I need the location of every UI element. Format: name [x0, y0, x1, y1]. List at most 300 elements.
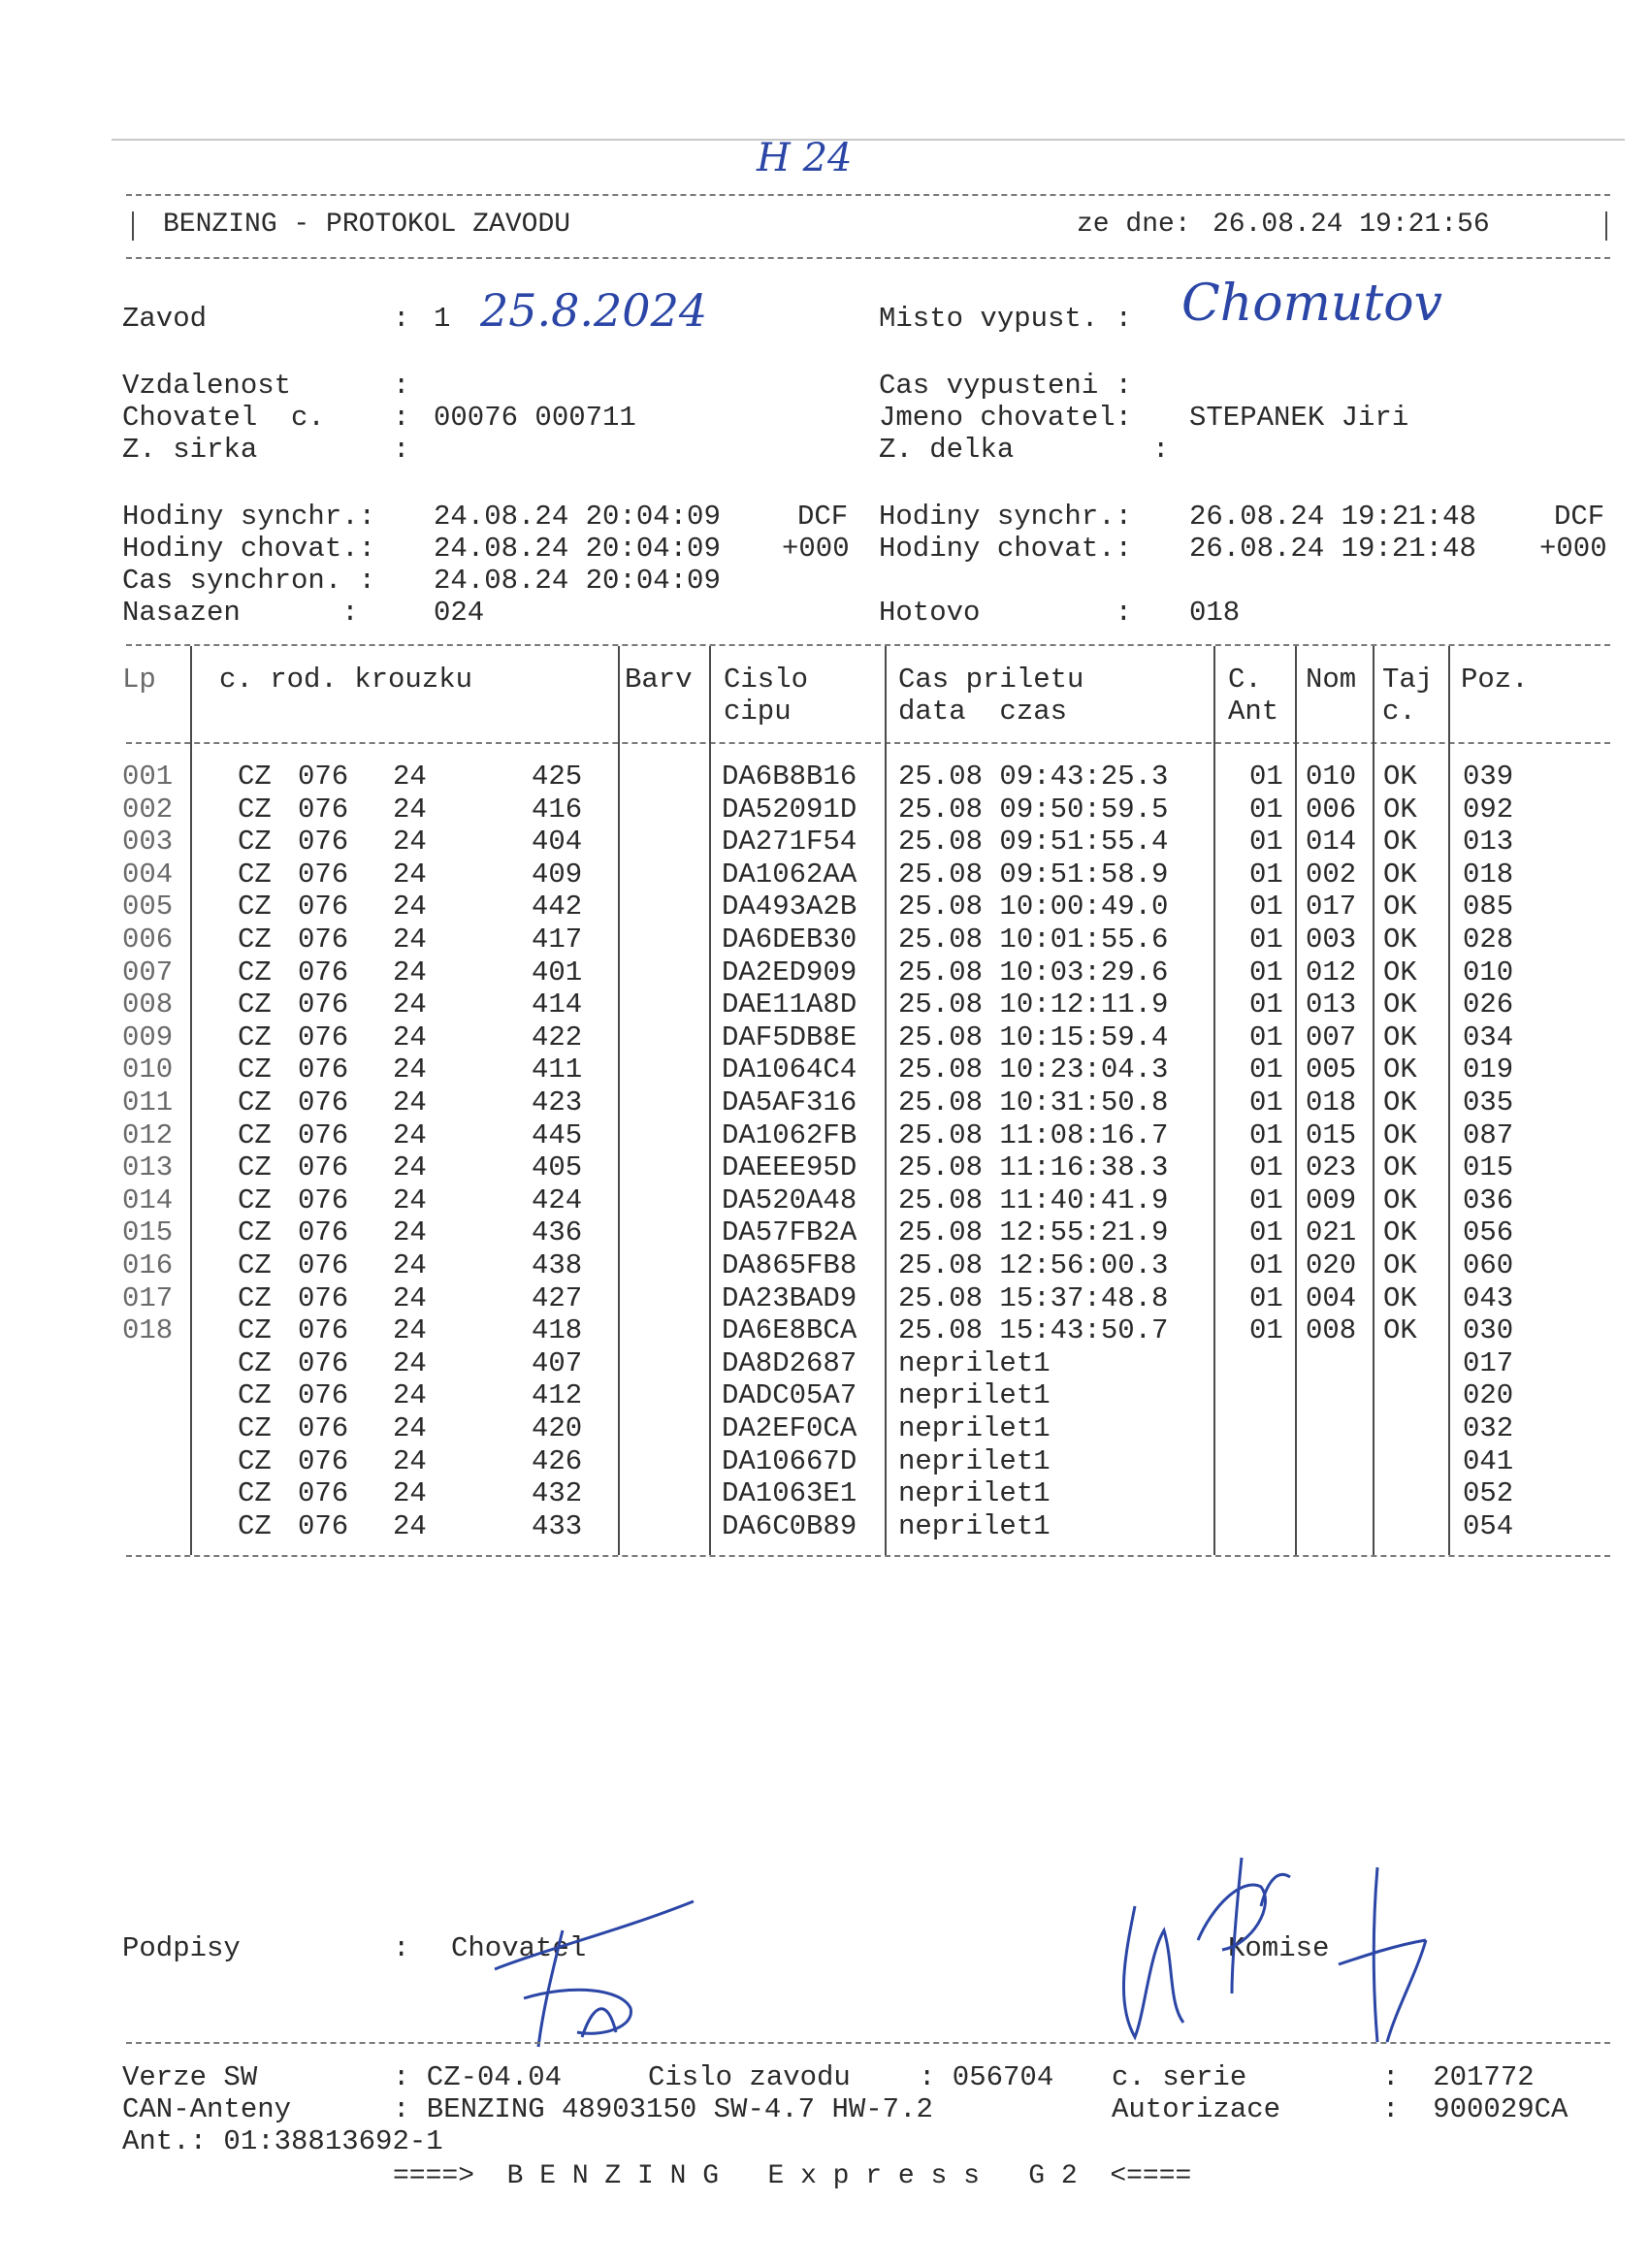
row-country: CZ [238, 761, 272, 793]
row-ring: 409 [532, 858, 583, 891]
row-org: 076 [298, 826, 349, 859]
row-arrival-time: neprilet1 [898, 1444, 1051, 1477]
row-chip: DA865FB8 [722, 1249, 857, 1281]
row-position: 026 [1463, 988, 1514, 1021]
row-year: 24 [393, 1477, 427, 1510]
row-position: 085 [1463, 891, 1514, 923]
row-chip: DA6DEB30 [722, 923, 857, 956]
row-nom: 002 [1306, 858, 1357, 891]
row-ring: 432 [532, 1477, 583, 1510]
row-position: 039 [1463, 761, 1514, 793]
row-position: 017 [1463, 1346, 1514, 1379]
sw-version-value: : CZ-04.04 [393, 2061, 563, 2093]
row-nom: 004 [1306, 1281, 1357, 1314]
zavod-colon: : [393, 303, 410, 335]
row-lp: 001 [122, 761, 174, 793]
signature-commission-label: Komise [1228, 1932, 1330, 1964]
row-org: 076 [298, 1477, 349, 1510]
row-nom: 020 [1306, 1249, 1357, 1281]
row-country: CZ [238, 1444, 272, 1477]
row-antenna: 01 [1249, 1021, 1283, 1053]
header-box-left [132, 211, 134, 241]
row-country: CZ [238, 1379, 272, 1412]
sync-left-label: Hodiny chovat.: [122, 533, 376, 565]
row-ring: 404 [532, 826, 583, 859]
table-row [0, 1021, 1649, 1053]
row-antenna: 01 [1249, 858, 1283, 891]
header-taj-1: Taj [1382, 664, 1434, 696]
row-ring: 411 [532, 1053, 583, 1086]
row-nom: 007 [1306, 1021, 1357, 1053]
row-lp: 011 [122, 1086, 174, 1118]
row-taj: OK [1383, 1151, 1417, 1184]
row-country: CZ [238, 1021, 272, 1053]
header-taj-2: c. [1382, 696, 1416, 728]
row-org: 076 [298, 1314, 349, 1347]
header-box-top [126, 194, 1610, 196]
row-ring: 427 [532, 1281, 583, 1314]
table-row [0, 923, 1649, 956]
header-box-right [1605, 211, 1607, 241]
row-taj: OK [1383, 956, 1417, 988]
vzdalenost-label: Vzdalenost [122, 370, 292, 402]
row-ring: 426 [532, 1444, 583, 1477]
row-ring: 436 [532, 1216, 583, 1249]
row-arrival-time: 25.08 09:51:58.9 [898, 858, 1169, 891]
row-position: 060 [1463, 1249, 1514, 1281]
row-nom: 018 [1306, 1086, 1357, 1118]
row-country: CZ [238, 826, 272, 859]
row-chip: DA2ED909 [722, 956, 857, 988]
signature-breeder-label: Chovatel [451, 1932, 587, 1964]
race-number-label: Cislo zavodu [648, 2061, 851, 2093]
row-nom: 023 [1306, 1151, 1357, 1184]
row-antenna: 01 [1249, 1053, 1283, 1086]
row-year: 24 [393, 1151, 427, 1184]
row-chip: DA10667D [722, 1444, 857, 1477]
row-year: 24 [393, 923, 427, 956]
sync-left-extra: DCF [797, 501, 849, 533]
row-year: 24 [393, 1509, 427, 1542]
handwritten-race-number: H 24 [757, 136, 853, 180]
row-ring: 423 [532, 1086, 583, 1118]
table-row [0, 794, 1649, 826]
table-row [0, 1314, 1649, 1346]
row-arrival-time: 25.08 11:16:38.3 [898, 1151, 1169, 1184]
row-antenna: 01 [1249, 1281, 1283, 1314]
row-lp: 002 [122, 793, 174, 826]
row-chip: DADC05A7 [722, 1379, 857, 1412]
row-country: CZ [238, 956, 272, 988]
row-antenna: 01 [1249, 1249, 1283, 1281]
row-chip: DA6B8B16 [722, 761, 857, 793]
row-org: 076 [298, 1151, 349, 1184]
header-box-bottom [126, 257, 1610, 259]
chovatel-colon: : [393, 402, 410, 434]
row-position: 034 [1463, 1021, 1514, 1053]
row-antenna: 01 [1249, 826, 1283, 859]
sync-left-label: Nasazen : [122, 597, 359, 629]
table-row [0, 1216, 1649, 1248]
authorization-label: Autorizace [1112, 2093, 1281, 2125]
table-row [0, 1477, 1649, 1509]
sw-version-label: Verze SW [122, 2061, 258, 2093]
row-chip: DA1064C4 [722, 1053, 857, 1086]
row-chip: DA6C0B89 [722, 1509, 857, 1542]
row-nom: 017 [1306, 891, 1357, 923]
row-position: 056 [1463, 1216, 1514, 1249]
row-position: 018 [1463, 858, 1514, 891]
jmeno-value: STEPANEK Jiri [1189, 402, 1409, 434]
sync-right-extra: +000 [1539, 533, 1607, 565]
row-taj: OK [1383, 793, 1417, 826]
zdelka-label: Z. delka [879, 434, 1015, 466]
handwritten-release-place: Chomutov [1181, 275, 1442, 333]
row-country: CZ [238, 858, 272, 891]
chovatel-label: Chovatel c. [122, 402, 325, 434]
row-taj: OK [1383, 858, 1417, 891]
row-year: 24 [393, 956, 427, 988]
row-position: 041 [1463, 1444, 1514, 1477]
row-chip: DA1062AA [722, 858, 857, 891]
table-row [0, 761, 1649, 793]
row-antenna: 01 [1249, 1216, 1283, 1249]
table-row [0, 859, 1649, 891]
row-org: 076 [298, 858, 349, 891]
row-ring: 407 [532, 1346, 583, 1379]
row-chip: DAEEE95D [722, 1151, 857, 1184]
row-taj: OK [1383, 988, 1417, 1021]
row-lp: 005 [122, 891, 174, 923]
row-chip: DA271F54 [722, 826, 857, 859]
row-year: 24 [393, 1379, 427, 1412]
row-nom: 005 [1306, 1053, 1357, 1086]
can-antennas-value: : BENZING 48903150 SW-4.7 HW-7.2 [393, 2093, 933, 2125]
header-position: Poz. [1461, 664, 1529, 696]
jmeno-label: Jmeno chovatel: [879, 402, 1133, 434]
row-taj: OK [1383, 826, 1417, 859]
row-country: CZ [238, 1053, 272, 1086]
scan-top-rule [112, 139, 1625, 141]
row-year: 24 [393, 1053, 427, 1086]
table-row [0, 1184, 1649, 1216]
row-org: 076 [298, 1249, 349, 1281]
row-org: 076 [298, 1183, 349, 1216]
chovatel-number: 00076 000711 [434, 402, 636, 434]
table-row [0, 956, 1649, 988]
row-country: CZ [238, 1151, 272, 1184]
row-arrival-time: 25.08 12:56:00.3 [898, 1249, 1169, 1281]
row-org: 076 [298, 1379, 349, 1412]
row-nom: 008 [1306, 1314, 1357, 1347]
row-antenna: 01 [1249, 891, 1283, 923]
row-chip: DA493A2B [722, 891, 857, 923]
can-antennas-label: CAN-Anteny [122, 2093, 292, 2125]
row-country: CZ [238, 793, 272, 826]
row-position: 015 [1463, 1151, 1514, 1184]
row-chip: DA52091D [722, 793, 857, 826]
row-org: 076 [298, 891, 349, 923]
row-country: CZ [238, 1314, 272, 1347]
row-country: CZ [238, 1412, 272, 1444]
table-row [0, 1151, 1649, 1183]
row-country: CZ [238, 1249, 272, 1281]
row-chip: DA57FB2A [722, 1216, 857, 1249]
sync-left-value: 24.08.24 20:04:09 [434, 501, 721, 533]
row-country: CZ [238, 1477, 272, 1510]
row-country: CZ [238, 1509, 272, 1542]
row-arrival-time: 25.08 10:15:59.4 [898, 1021, 1169, 1053]
row-year: 24 [393, 793, 427, 826]
row-ring: 401 [532, 956, 583, 988]
serial-label: c. serie [1112, 2061, 1247, 2093]
row-taj: OK [1383, 1314, 1417, 1347]
race-number-value: : 056704 [919, 2061, 1054, 2093]
row-arrival-time: 25.08 11:40:41.9 [898, 1183, 1169, 1216]
row-arrival-time: 25.08 10:01:55.6 [898, 923, 1169, 956]
row-position: 019 [1463, 1053, 1514, 1086]
row-antenna: 01 [1249, 988, 1283, 1021]
row-antenna: 01 [1249, 956, 1283, 988]
sync-right-label: Hotovo : [879, 597, 1133, 629]
table-row [0, 1053, 1649, 1085]
row-arrival-time: 25.08 15:37:48.8 [898, 1281, 1169, 1314]
row-chip: DA520A48 [722, 1183, 857, 1216]
sync-left-extra: +000 [782, 533, 850, 565]
table-bottom-rule [126, 1555, 1610, 1557]
row-lp: 017 [122, 1281, 174, 1314]
row-antenna: 01 [1249, 761, 1283, 793]
row-arrival-time: 25.08 10:23:04.3 [898, 1053, 1169, 1086]
row-arrival-time: 25.08 09:43:25.3 [898, 761, 1169, 793]
row-chip: DA2EF0CA [722, 1412, 857, 1444]
table-row [0, 1347, 1649, 1379]
zavod-number: 1 [434, 303, 451, 335]
row-year: 24 [393, 988, 427, 1021]
row-nom: 010 [1306, 761, 1357, 793]
row-lp: 013 [122, 1151, 174, 1184]
header-chip-1: Cislo [724, 664, 809, 696]
row-lp: 006 [122, 923, 174, 956]
row-nom: 013 [1306, 988, 1357, 1021]
row-antenna: 01 [1249, 793, 1283, 826]
row-year: 24 [393, 826, 427, 859]
row-lp: 016 [122, 1249, 174, 1281]
table-row [0, 1412, 1649, 1444]
row-chip: DA8D2687 [722, 1346, 857, 1379]
row-org: 076 [298, 1346, 349, 1379]
row-year: 24 [393, 1314, 427, 1347]
row-country: CZ [238, 1346, 272, 1379]
header-nom: Nom [1306, 664, 1357, 696]
row-position: 036 [1463, 1183, 1514, 1216]
row-arrival-time: neprilet1 [898, 1346, 1051, 1379]
table-row [0, 891, 1649, 923]
row-org: 076 [298, 1281, 349, 1314]
row-chip: DAE11A8D [722, 988, 857, 1021]
row-taj: OK [1383, 1053, 1417, 1086]
row-ring: 433 [532, 1509, 583, 1542]
row-org: 076 [298, 1509, 349, 1542]
vzdalenost-colon: : [393, 370, 410, 402]
row-lp: 008 [122, 988, 174, 1021]
serial-value: : 201772 [1382, 2061, 1535, 2093]
row-org: 076 [298, 1444, 349, 1477]
sync-left-value: 024 [434, 597, 485, 629]
row-nom: 006 [1306, 793, 1357, 826]
table-row [0, 1282, 1649, 1314]
row-arrival-time: 25.08 10:31:50.8 [898, 1086, 1169, 1118]
row-year: 24 [393, 1249, 427, 1281]
header-ant-1: C. [1228, 664, 1262, 696]
row-org: 076 [298, 761, 349, 793]
row-taj: OK [1383, 1249, 1417, 1281]
row-nom: 014 [1306, 826, 1357, 859]
row-lp: 012 [122, 1118, 174, 1151]
row-arrival-time: 25.08 10:12:11.9 [898, 988, 1169, 1021]
benzing-banner: ====> B E N Z I N G E x p r e s s G 2 <==== [393, 2161, 1192, 2191]
row-country: CZ [238, 1118, 272, 1151]
report-title: BENZING - PROTOKOL ZAVODU [163, 210, 571, 240]
sync-left-value: 24.08.24 20:04:09 [434, 565, 721, 597]
row-ring: 425 [532, 761, 583, 793]
row-country: CZ [238, 923, 272, 956]
row-org: 076 [298, 1412, 349, 1444]
table-row [0, 1379, 1649, 1411]
sync-right-value: 26.08.24 19:21:48 [1189, 533, 1476, 565]
row-position: 010 [1463, 956, 1514, 988]
row-antenna: 01 [1249, 1118, 1283, 1151]
report-date-label: ze dne: [1077, 210, 1191, 240]
sync-left-label: Cas synchron. : [122, 565, 376, 597]
sync-right-value: 018 [1189, 597, 1241, 629]
sync-right-value: 26.08.24 19:21:48 [1189, 501, 1476, 533]
zdelka-colon: : [1152, 434, 1170, 466]
row-org: 076 [298, 1053, 349, 1086]
row-org: 076 [298, 1216, 349, 1249]
cas-vypusteni-label: Cas vypusteni : [879, 370, 1133, 402]
row-position: 030 [1463, 1314, 1514, 1347]
row-position: 020 [1463, 1379, 1514, 1412]
row-lp: 007 [122, 956, 174, 988]
row-country: CZ [238, 1086, 272, 1118]
row-ring: 422 [532, 1021, 583, 1053]
row-country: CZ [238, 1281, 272, 1314]
row-position: 032 [1463, 1412, 1514, 1444]
report-date: 26.08.24 19:21:56 [1212, 210, 1490, 240]
row-position: 013 [1463, 826, 1514, 859]
row-arrival-time: 25.08 09:51:55.4 [898, 826, 1169, 859]
row-nom: 015 [1306, 1118, 1357, 1151]
row-nom: 009 [1306, 1183, 1357, 1216]
row-year: 24 [393, 1281, 427, 1314]
row-lp: 003 [122, 826, 174, 859]
table-top-rule [126, 644, 1610, 646]
row-arrival-time: 25.08 09:50:59.5 [898, 793, 1169, 826]
commission-signature [1106, 1848, 1474, 2052]
row-country: CZ [238, 891, 272, 923]
row-year: 24 [393, 1412, 427, 1444]
row-ring: 417 [532, 923, 583, 956]
row-lp: 010 [122, 1053, 174, 1086]
row-ring: 414 [532, 988, 583, 1021]
row-ring: 412 [532, 1379, 583, 1412]
row-nom: 003 [1306, 923, 1357, 956]
row-lp: 004 [122, 858, 174, 891]
row-ring: 418 [532, 1314, 583, 1347]
row-chip: DAF5DB8E [722, 1021, 857, 1053]
row-country: CZ [238, 988, 272, 1021]
header-lp: Lp [122, 664, 156, 696]
row-chip: DA6E8BCA [722, 1314, 857, 1347]
signatures-colon: : [393, 1932, 410, 1964]
row-ring: 438 [532, 1249, 583, 1281]
row-lp: 015 [122, 1216, 174, 1249]
row-taj: OK [1383, 1021, 1417, 1053]
row-position: 028 [1463, 923, 1514, 956]
table-header-rule [126, 742, 1610, 744]
table-row [0, 1086, 1649, 1118]
row-taj: OK [1383, 1281, 1417, 1314]
row-arrival-time: 25.08 11:08:16.7 [898, 1118, 1169, 1151]
handwritten-race-date: 25.8.2024 [480, 284, 708, 337]
row-year: 24 [393, 1118, 427, 1151]
row-lp: 009 [122, 1021, 174, 1053]
row-org: 076 [298, 956, 349, 988]
table-row [0, 1445, 1649, 1477]
row-taj: OK [1383, 1118, 1417, 1151]
sync-right-label: Hodiny chovat.: [879, 533, 1133, 565]
row-chip: DA5AF316 [722, 1086, 857, 1118]
row-year: 24 [393, 1183, 427, 1216]
row-ring: 442 [532, 891, 583, 923]
row-nom: 012 [1306, 956, 1357, 988]
table-row [0, 826, 1649, 858]
table-row [0, 1510, 1649, 1542]
zsirka-label: Z. sirka [122, 434, 258, 466]
row-position: 052 [1463, 1477, 1514, 1510]
misto-label: Misto vypust. : [879, 303, 1133, 335]
row-org: 076 [298, 988, 349, 1021]
row-antenna: 01 [1249, 1183, 1283, 1216]
row-position: 035 [1463, 1086, 1514, 1118]
row-chip: DA23BAD9 [722, 1281, 857, 1314]
row-arrival-time: neprilet1 [898, 1509, 1051, 1542]
authorization-value: : 900029CA [1382, 2093, 1568, 2125]
zavod-label: Zavod [122, 303, 208, 335]
row-taj: OK [1383, 761, 1417, 793]
header-ring-number: c. rod. krouzku [219, 664, 473, 696]
row-year: 24 [393, 858, 427, 891]
row-year: 24 [393, 891, 427, 923]
row-arrival-time: 25.08 10:03:29.6 [898, 956, 1169, 988]
row-year: 24 [393, 1021, 427, 1053]
row-position: 092 [1463, 793, 1514, 826]
row-arrival-time: neprilet1 [898, 1379, 1051, 1412]
row-ring: 424 [532, 1183, 583, 1216]
antenna-line: Ant.: 01:38813692-1 [122, 2125, 443, 2157]
zsirka-colon: : [393, 434, 410, 466]
header-ant-2: Ant [1228, 696, 1279, 728]
row-arrival-time: 25.08 12:55:21.9 [898, 1216, 1169, 1249]
row-country: CZ [238, 1216, 272, 1249]
row-taj: OK [1383, 1086, 1417, 1118]
row-antenna: 01 [1249, 1314, 1283, 1347]
header-arrival-2: data czas [898, 696, 1068, 728]
row-nom: 021 [1306, 1216, 1357, 1249]
sync-left-label: Hodiny synchr.: [122, 501, 376, 533]
row-chip: DA1062FB [722, 1118, 857, 1151]
